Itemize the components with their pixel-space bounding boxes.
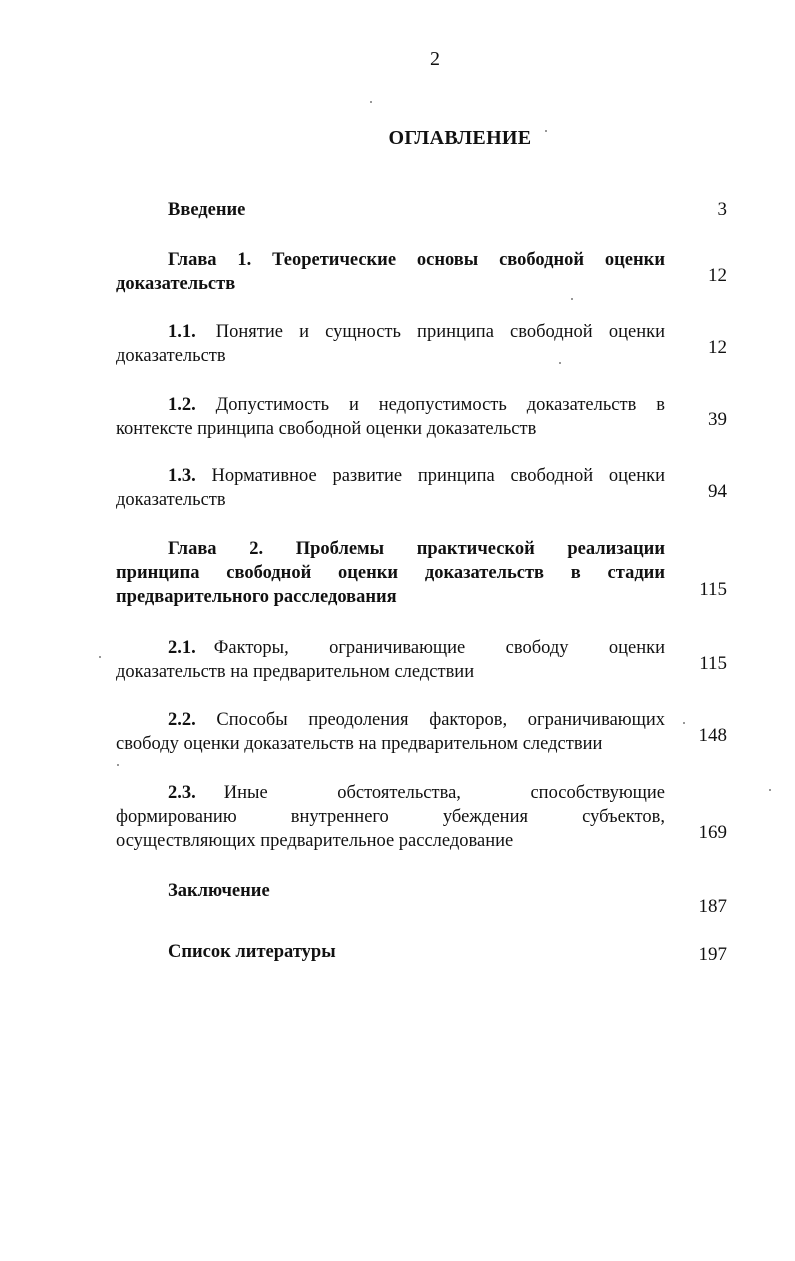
page-number: 2 xyxy=(430,48,440,70)
toc-entry-text: Введение xyxy=(168,200,246,220)
toc-entry-text: Иные обстоятельства, способствующие xyxy=(223,783,665,803)
toc-entry-text: Способы преодоления факторов, ограничивающих xyxy=(216,710,665,730)
toc-page-section-1-2: 39 xyxy=(708,409,727,430)
toc-entry-text: Допустимость и недопустимость доказательств в xyxy=(215,395,665,415)
toc-entry-section-1-3 xyxy=(116,464,665,512)
scan-speck xyxy=(99,656,101,658)
toc-page-section-2-1: 115 xyxy=(699,653,727,674)
toc-entry-text: предварительного расследования xyxy=(116,587,397,607)
toc-entry-text: свободу оценки доказательств на предварительном следствии xyxy=(116,734,603,754)
scan-speck xyxy=(683,722,685,724)
toc-entry-text: доказательств xyxy=(116,490,226,510)
scan-speck xyxy=(370,101,372,103)
toc-entry-section-1-1 xyxy=(116,320,665,368)
toc-title: ОГЛАВЛЕНИЕ xyxy=(388,127,532,149)
toc-entry-text: Список литературы xyxy=(168,942,336,962)
toc-entry-text: Факторы, ограничивающие свободу оценки xyxy=(213,638,665,658)
toc-entry-text: Нормативное развитие принципа свободной оценки xyxy=(211,466,666,486)
toc-entry-section-1-2 xyxy=(116,393,665,441)
scan-speck xyxy=(545,130,547,132)
scan-speck xyxy=(559,362,561,364)
toc-page-chapter-1: 12 xyxy=(708,265,727,286)
toc-page-references: 197 xyxy=(698,944,727,965)
toc-entry-text: доказательств на предварительном следствии xyxy=(116,662,475,682)
toc-entry-section-2-2 xyxy=(116,708,665,756)
toc-entry-references xyxy=(116,940,665,964)
toc-entry-section-2-3 xyxy=(116,781,665,853)
toc-page-chapter-2: 115 xyxy=(699,579,727,600)
toc-entry-text: Глава 1. Теоретические основы свободной оценки xyxy=(168,250,665,270)
toc-entry-text: принципа свободной оценки доказательств в стадии xyxy=(116,563,665,583)
toc-entry-number: 1.2. xyxy=(168,395,196,415)
toc-page-conclusion: 187 xyxy=(698,896,727,917)
toc-entry-number: 2.1. xyxy=(168,638,196,658)
scan-speck xyxy=(769,789,771,791)
toc-entry-introduction xyxy=(116,198,665,222)
toc-page-section-1-1: 12 xyxy=(708,337,727,358)
toc-entry-section-2-1 xyxy=(116,636,665,684)
toc-entry-number: 1.3. xyxy=(168,466,196,486)
toc-entry-chapter-2 xyxy=(116,537,665,609)
toc-entry-text: контексте принципа свободной оценки доказательств xyxy=(116,419,537,439)
toc-page-introduction: 3 xyxy=(717,199,727,220)
toc-entry-text: формированию внутреннего убеждения субъектов, xyxy=(116,807,665,827)
toc-page-section-2-2: 148 xyxy=(698,725,727,746)
toc-entry-text: доказательств xyxy=(116,346,226,366)
toc-entry-conclusion xyxy=(116,879,665,903)
scan-speck xyxy=(571,298,573,300)
toc-entry-text: Заключение xyxy=(168,881,270,901)
toc-entry-chapter-1 xyxy=(116,248,665,296)
toc-entry-number: 1.1. xyxy=(168,322,196,342)
toc-page-section-1-3: 94 xyxy=(708,481,727,502)
toc-entry-text: доказательств xyxy=(116,274,236,294)
toc-entry-text: осуществляющих предварительное расследование xyxy=(116,831,514,851)
toc-entry-text: Глава 2. Проблемы практической реализации xyxy=(168,539,665,559)
toc-entry-text: Понятие и сущность принципа свободной оценки xyxy=(215,322,665,342)
toc-page-section-2-3: 169 xyxy=(698,822,727,843)
toc-entry-number: 2.2. xyxy=(168,710,196,730)
toc-entry-number: 2.3. xyxy=(168,783,196,803)
scan-speck xyxy=(117,764,119,766)
